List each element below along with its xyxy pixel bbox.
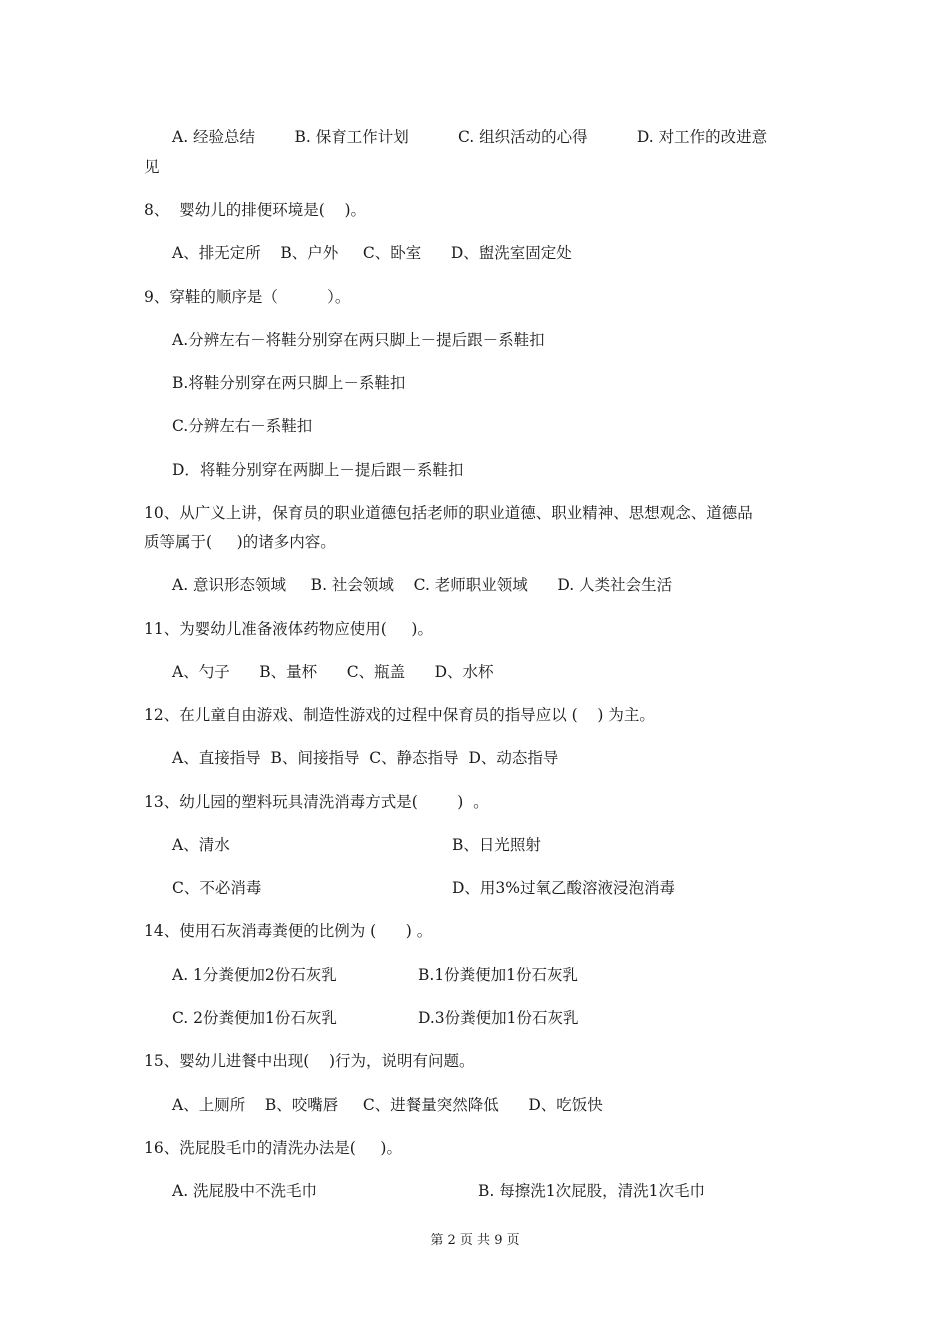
question-10-options: A. 意识形态领域 B. 社会领域 C. 老师职业领域 D. 人类社会生活	[172, 576, 673, 594]
q7-options-line: A. 经验总结 B. 保育工作计划 C. 组织活动的心得 D. 对工作的改进意	[172, 128, 768, 146]
question-13-option-a: A、清水	[172, 836, 230, 854]
question-15: 15、婴幼儿进餐中出现( )行为，说明有问题。	[144, 1052, 475, 1070]
question-9-option-a: A.分辨左右－将鞋分别穿在两只脚上－提后跟－系鞋扣	[172, 331, 545, 349]
q7-options-continued: 见	[144, 158, 160, 176]
question-16: 16、洗屁股毛巾的清洗办法是( )。	[144, 1139, 402, 1157]
question-16-option-a: A. 洗屁股中不洗毛巾	[172, 1182, 318, 1200]
question-14: 14、使用石灰消毒粪便的比例为 ( ) 。	[144, 922, 433, 940]
question-12: 12、在儿童自由游戏、制造性游戏的过程中保育员的指导应以 ( ) 为主。	[144, 706, 655, 724]
question-13-option-b: B、日光照射	[452, 836, 541, 854]
page-footer: 第 2 页 共 9 页	[430, 1233, 520, 1248]
question-9: 9、穿鞋的顺序是（ ）。	[144, 288, 351, 306]
question-12-options: A、直接指导 B、间接指导 C、静态指导 D、动态指导	[172, 749, 559, 767]
question-14-option-d: D.3份粪便加1份石灰乳	[418, 1009, 579, 1027]
question-11: 11、为婴幼儿准备液体药物应使用( )。	[144, 620, 433, 638]
question-13-option-c: C、不必消毒	[172, 879, 262, 897]
question-13: 13、幼儿园的塑料玩具清洗消毒方式是( ) 。	[144, 793, 489, 811]
question-14-option-c: C. 2份粪便加1份石灰乳	[172, 1009, 337, 1027]
question-8-options: A、排无定所 B、户外 C、卧室 D、盥洗室固定处	[172, 244, 572, 262]
question-14-option-a: A. 1分粪便加2份石灰乳	[172, 966, 337, 984]
question-10-line1: 10、从广义上讲，保育员的职业道德包括老师的职业道德、职业精神、思想观念、道德品	[144, 504, 753, 522]
question-9-option-b: B.将鞋分别穿在两只脚上－系鞋扣	[172, 374, 406, 392]
question-9-option-c: C.分辨左右－系鞋扣	[172, 417, 313, 435]
question-13-option-d: D、用3%过氧乙酸溶液浸泡消毒	[452, 879, 676, 897]
question-10-line2: 质等属于( )的诸多内容。	[144, 533, 336, 551]
question-16-option-b: B. 每擦洗1次屁股，清洗1次毛巾	[478, 1182, 705, 1200]
question-14-option-b: B.1份粪便加1份石灰乳	[418, 966, 579, 984]
question-9-option-d: D．将鞋分别穿在两脚上－提后跟－系鞋扣	[172, 461, 464, 479]
question-15-options: A、上厕所 B、咬嘴唇 C、进餐量突然降低 D、吃饭快	[172, 1096, 603, 1114]
question-8: 8、 婴幼儿的排便环境是( )。	[144, 201, 367, 219]
question-11-options: A、勺子 B、量杯 C、瓶盖 D、水杯	[172, 663, 494, 681]
